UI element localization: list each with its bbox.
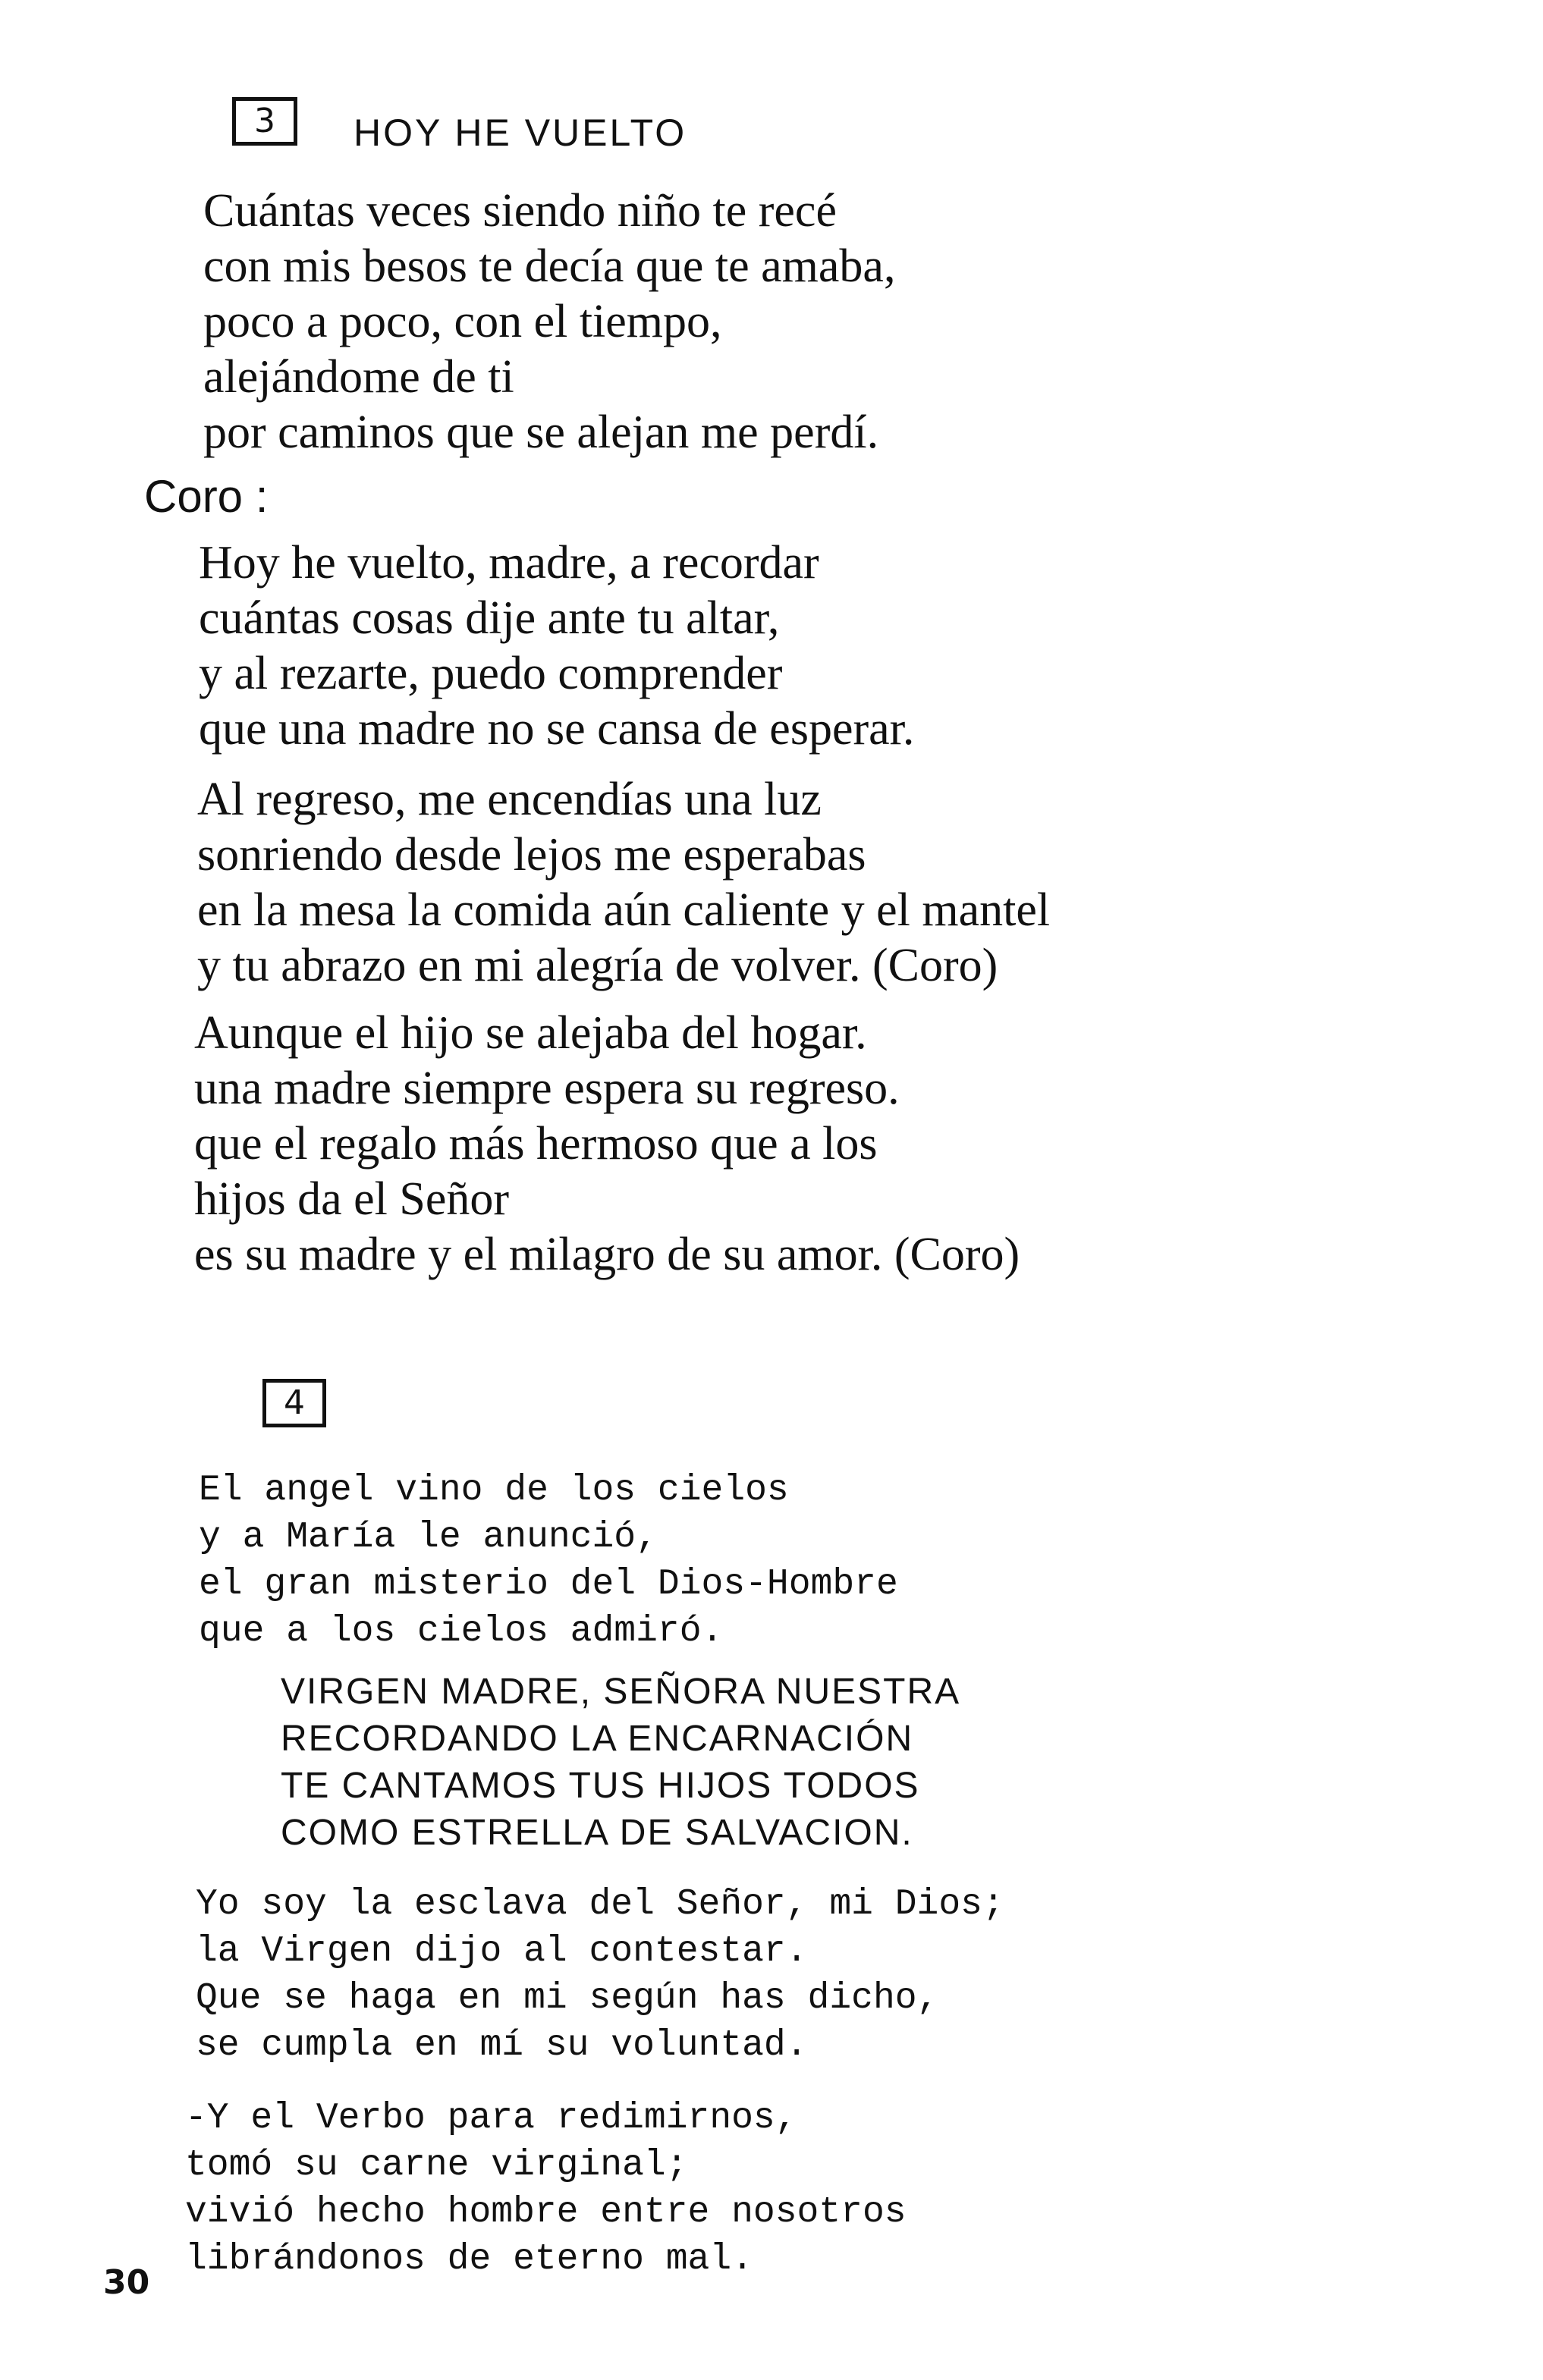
verse-line: Al regreso, me encendías una luz [197,774,822,825]
song-3-chorus-label: Coro : [144,471,269,522]
song-4-number: 4 [284,1383,305,1422]
verse-line: la Virgen dijo al contestar. [196,1931,808,1972]
page-number: 30 [103,2263,150,2302]
song-3-number: 3 [254,102,275,140]
song-4-number-box [262,1379,326,1427]
verse-line: que a los cielos admiró. [199,1611,724,1652]
verse-line: poco a poco, con el tiempo, [203,296,722,347]
song-3-chorus [199,535,914,757]
song-4-verse-2 [196,1881,1004,2069]
verse-line: Aunque el hijo se alejaba del hogar. [194,1007,867,1059]
verse-line: con mis besos te decía que te amaba, [203,240,896,292]
verse-line: librándonos de eterno mal. [185,2239,753,2280]
verse-line: y a María le anunció, [199,1517,658,1558]
verse-line: sonriendo desde lejos me esperabas [197,829,866,881]
song-4-verse-1 [199,1467,898,1655]
song-3-verse-2 [197,772,1050,994]
song-3-verse-3 [194,1006,1020,1283]
verse-line: se cumpla en mí su voluntad. [196,2025,808,2066]
chorus-line: TE CANTAMOS TUS HIJOS TODOS [281,1766,920,1806]
verse-line: que el regalo más hermoso que a los [194,1118,878,1170]
chorus-line: Hoy he vuelto, madre, a recordar [199,537,819,589]
verse-line: El angel vino de los cielos [199,1470,789,1511]
verse-line: Que se haga en mi según has dicho, [196,1978,939,2019]
chorus-line: COMO ESTRELLA DE SALVACION. [281,1813,913,1853]
song-4-verse-3 [185,2095,907,2283]
verse-line: y tu abrazo en mi alegría de volver. (Coro) [197,940,998,991]
chorus-line: cuántas cosas dije ante tu altar, [199,592,780,644]
verse-line: el gran misterio del Dios-Hombre [199,1564,898,1605]
verse-line: en la mesa la comida aún caliente y el mantel [197,884,1051,936]
song-3-title: HOY HE VUELTO [354,111,687,154]
verse-line: es su madre y el milagro de su amor. (Coro) [194,1229,1020,1280]
verse-line: hijos da el Señor [194,1173,509,1225]
verse-line: vivió hecho hombre entre nosotros [185,2192,907,2233]
verse-line: Cuántas veces siendo niño te recé [203,185,837,237]
song-3-verse-1 [203,184,895,460]
verse-line: Yo soy la esclava del Señor, mi Dios; [196,1884,1004,1925]
verse-line: tomó su carne virginal; [185,2145,688,2186]
verse-line: -Y el Verbo para redimirnos, [185,2098,797,2139]
verse-line: una madre siempre espera su regreso. [194,1063,900,1114]
verse-line: alejándome de ti [203,351,514,403]
chorus-line: VIRGEN MADRE, SEÑORA NUESTRA [281,1672,961,1712]
chorus-line: y al rezarte, puedo comprender [199,648,783,699]
song-4-chorus [281,1669,960,1857]
chorus-line: RECORDANDO LA ENCARNACIÓN [281,1719,914,1759]
chorus-line: que una madre no se cansa de esperar. [199,703,915,755]
song-3-number-box [232,97,297,146]
verse-line: por caminos que se alejan me perdí. [203,407,879,458]
